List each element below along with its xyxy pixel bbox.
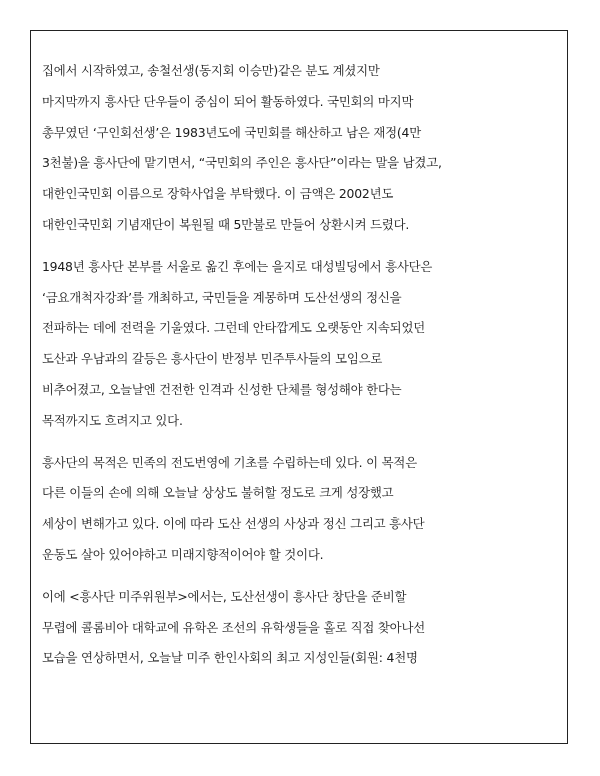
text-line: 세상이 변해가고 있다. 이에 따라 도산 선생의 사상과 정신 그리고 흥사단 [42, 516, 425, 532]
text-line: 도산과 우남과의 갈등은 흥사단이 반정부 민주투사들의 모임으로 [42, 351, 383, 367]
text-line: 마지막까지 흥사단 단우들이 중심이 되어 활동하였다. 국민회의 마지막 [42, 93, 414, 109]
text-line: 목적까지도 흐려지고 있다. [42, 412, 183, 428]
text-line: 다른 이들의 손에 의해 오늘날 상상도 불허할 정도로 크게 성장했고 [42, 485, 394, 501]
text-line: 대한인국민회 기념재단이 복원될 때 5만불로 만들어 상환시켜 드렸다. [42, 216, 410, 232]
paragraph-3 [42, 448, 512, 571]
text-line: 1948년 흥사단 본부를 서울로 옮긴 후에는 을지로 대성빌딩에서 흥사단은 [42, 258, 433, 274]
text-line: 모습을 연상하면서, 오늘날 미주 한인사회의 최고 지성인들(회원: 4천명 [42, 650, 418, 666]
paragraph-4 [42, 582, 512, 674]
document-body [42, 56, 512, 685]
text-line: 이에 <흥사단 미주위원부>에서는, 도산선생이 흥사단 창단을 준비할 [42, 588, 407, 604]
text-line: 전파하는 데에 전력을 기울였다. 그런데 안타깝게도 오랫동안 지속되었던 [42, 320, 425, 336]
paragraph-2 [42, 252, 512, 437]
text-line: 3천불)을 흥사단에 맡기면서, “국민회의 주인은 흥사단”이라는 말을 남겼고, [42, 155, 442, 171]
text-line: 흥사단의 목적은 민족의 전도번영에 기초를 수립하는데 있다. 이 목적은 [42, 454, 417, 470]
text-line: 운동도 살아 있어야하고 미래지향적이어야 할 것이다. [42, 546, 324, 562]
text-line: 집에서 시작하였고, 송철선생(동지회 이승만)같은 분도 계셨지만 [42, 63, 380, 78]
text-line: ‘금요개척자강좌’를 개최하고, 국민들을 계몽하며 도산선생의 정신을 [42, 289, 402, 305]
text-line: 총무였던 ‘구인회선생’은 1983년도에 국민회를 해산하고 남은 재정(4만 [42, 124, 421, 140]
paragraph-1 [42, 56, 512, 241]
text-line: 비추어졌고, 오늘날엔 건전한 인격과 신성한 단체를 형성해야 한다는 [42, 381, 402, 397]
text-line: 무렵에 콜롬비아 대학교에 유학온 조선의 유학생들을 홀로 직접 찾아나선 [42, 619, 425, 635]
text-line: 대한인국민회 이름으로 장학사업을 부탁했다. 이 금액은 2002년도 [42, 186, 394, 202]
